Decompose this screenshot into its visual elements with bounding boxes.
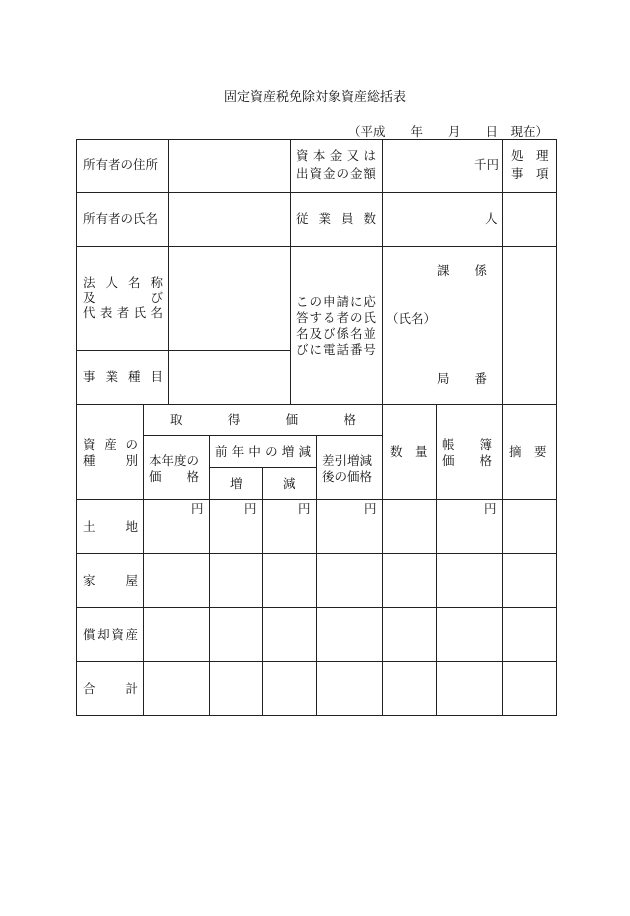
- yen-unit-book: 円: [484, 501, 497, 516]
- net-price-line2: 後の価格: [322, 469, 373, 484]
- net-price-line1: 差引増減: [322, 453, 373, 468]
- asset-type-label-line2: 種 別: [83, 453, 138, 468]
- capital-label-line1: 資 本 金 又 は: [296, 148, 376, 163]
- capital-label-line2: 出 資 金 の 金 額: [296, 166, 376, 181]
- owner-name-label: 所有者の氏名: [83, 211, 159, 226]
- current-year-price-line1: 本年度の: [149, 453, 200, 468]
- contact-label-line1: こ の 申 請 に 応: [296, 294, 376, 309]
- document-title: 固定資産税免除対象資産総括表: [223, 90, 406, 105]
- owner-address-label: 所有者の住所: [83, 157, 159, 172]
- employees-label: 従 業 員 数: [296, 211, 376, 226]
- row-label-total: 合 計: [83, 681, 138, 696]
- row-label-land: 土 地: [83, 519, 138, 534]
- book-value-line1: 帳 簿: [442, 437, 493, 452]
- yen-unit-current: 円: [191, 501, 204, 516]
- corp-name-label-line2: 及 び: [83, 290, 163, 305]
- yen-unit-increase: 円: [244, 501, 257, 516]
- employees-unit: 人: [485, 211, 498, 226]
- book-value-line2: 価 格: [442, 453, 493, 468]
- section-label: 課 係: [437, 263, 488, 278]
- name-label: （氏名）: [386, 311, 437, 326]
- asset-type-label-line1: 資 産 の: [83, 437, 138, 452]
- business-type-label: 事 業 種 目: [83, 369, 163, 384]
- yen-unit-net: 円: [364, 501, 377, 516]
- corp-name-label-line3: 代 表 者 氏 名: [83, 305, 163, 320]
- increase-header: 増: [230, 476, 243, 491]
- decrease-header: 減: [283, 476, 296, 491]
- yen-unit-decrease: 円: [298, 501, 311, 516]
- row-label-depreciable: 償 却 資 産: [83, 627, 138, 642]
- row-label-house: 家 屋: [83, 573, 138, 588]
- current-year-price-line2: 価 格: [149, 469, 200, 484]
- acquisition-price-header: 取 得 価 格: [170, 412, 356, 427]
- processing-label-line2: 事 項: [511, 166, 549, 181]
- capital-unit: 千円: [474, 157, 500, 172]
- contact-label-line2: 答 す る 者 の 氏: [296, 310, 376, 325]
- remarks-header: 摘 要: [509, 444, 547, 459]
- contact-label-line4: び に 電 話 番 号: [296, 342, 376, 357]
- date-line: （平成 年 月 日 現在）: [348, 124, 549, 139]
- quantity-header: 数 量: [390, 444, 428, 459]
- bureau-label: 局 番: [437, 371, 488, 386]
- contact-label-line3: 名 及 び 係 名 並: [296, 326, 376, 341]
- prev-year-change-header: 前 年 中 の 増 減: [215, 444, 311, 459]
- corp-name-label-line1: 法 人 名 称: [83, 275, 163, 290]
- processing-label-line1: 処 理: [511, 148, 549, 163]
